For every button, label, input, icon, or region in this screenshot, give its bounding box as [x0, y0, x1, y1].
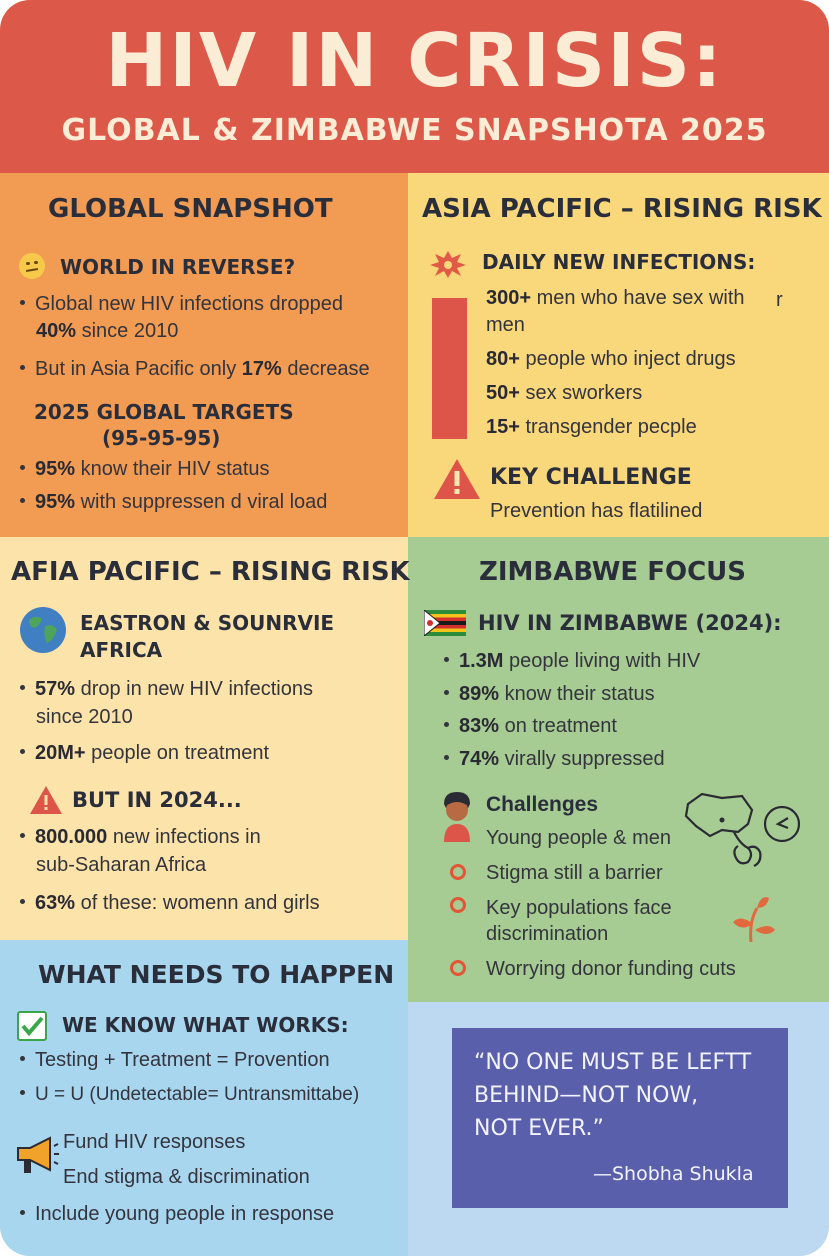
- africa-bullet-1-cont: since 2010: [36, 706, 133, 728]
- challenge-3-line1: Key populations face: [486, 897, 672, 919]
- checkmark-icon: [17, 1011, 47, 1041]
- confused-face-icon: [19, 253, 45, 279]
- zim-stat-4-number: 74%: [459, 748, 500, 770]
- quote-line-2: BEHIND—NOT NOW,: [474, 1083, 699, 1108]
- africa-bullet-2: [20, 742, 269, 765]
- quote-line-3: NOT EVER.”: [474, 1116, 604, 1141]
- zim-stat-3: [444, 715, 617, 738]
- global-snapshot-panel: [0, 173, 408, 537]
- africa-bullet-4-text: of these: womenn and girls: [80, 892, 320, 914]
- zim-stat-1-text: people living with HIV: [509, 650, 701, 672]
- africa-bullet-3: [20, 826, 261, 849]
- africa-subheading-line2: AFRICA: [80, 638, 163, 662]
- global-bullet-2-text: But in Asia Pacific only: [35, 358, 237, 380]
- needs-bullet-3-text: Include young people in response: [35, 1203, 335, 1225]
- africa-bullet-3-cont: sub-Saharan Africa: [36, 854, 207, 876]
- global-target-1: [20, 458, 270, 481]
- global-target-1-text: know their HIV status: [80, 458, 270, 480]
- asia-item-2-number: 80+: [486, 348, 520, 370]
- challenge-3-line2: discrimination: [486, 923, 609, 945]
- needs-bullet-2-text: U = U (Undetectable= Untransmittabe): [35, 1084, 360, 1105]
- person-icon: [436, 790, 478, 842]
- global-target-2: [20, 491, 327, 514]
- needs-bullet-2: [20, 1084, 359, 1106]
- key-challenge-heading: KEY CHALLENGE: [490, 465, 692, 490]
- global-bullet-2-number: 17%: [241, 358, 282, 380]
- global-target-1-number: 95%: [35, 458, 76, 480]
- global-bullet-1: [20, 293, 343, 316]
- needs-bullet-1-text: Testing + Treatment = Provention: [35, 1049, 330, 1071]
- clock-icon: [762, 804, 802, 844]
- asia-item-3: [486, 382, 642, 405]
- quote-author: —Shobha Shukla: [593, 1163, 754, 1185]
- world-in-reverse-heading: WORLD IN REVERSE?: [60, 255, 296, 279]
- asia-item-1-mark: r: [776, 289, 783, 311]
- asia-heading: ASIA PACIFIC – RISING RISK: [422, 194, 822, 224]
- quote-text: [474, 1046, 751, 1145]
- zimbabwe-heading: ZIMBABWE FOCUS: [479, 557, 747, 587]
- but-in-2024-heading: BUT IN 2024...: [72, 788, 242, 812]
- warning-icon: [29, 785, 63, 815]
- africa-panel: [0, 537, 408, 940]
- global-bullet-1-number: 40%: [36, 320, 77, 342]
- global-target-2-text: with suppressen d viral load: [80, 491, 328, 513]
- global-target-2-number: 95%: [35, 491, 76, 513]
- page-subtitle: GLOBAL & ZIMBABWE SNAPSHOTA 2025: [61, 113, 768, 148]
- africa-bullet-4: [20, 892, 320, 915]
- action-2: End stigma & discrimination: [63, 1166, 310, 1188]
- zim-stat-2-number: 89%: [459, 683, 500, 705]
- zim-stat-3-text: on treatment: [504, 715, 617, 737]
- header-banner: [0, 0, 829, 173]
- global-bullet-1-text: Global new HIV infections dropped: [35, 293, 343, 315]
- global-bullet-1-rest: since 2010: [81, 320, 179, 342]
- circle-bullet-icon: [450, 960, 466, 976]
- africa-heading: AFIA PACIFIC – RISING RISK: [11, 557, 410, 587]
- africa-bullet-1-text: drop in new HIV infections: [80, 678, 313, 700]
- daily-infections-heading: DAILY NEW INFECTIONS:: [482, 250, 756, 274]
- global-targets-heading: 2025 GLOBAL TARGETS: [34, 400, 294, 424]
- asia-item-4: [486, 416, 697, 439]
- africa-bullet-4-number: 63%: [35, 892, 76, 914]
- virus-splat-icon: [428, 248, 468, 280]
- warning-icon: [432, 457, 482, 501]
- zim-stat-2: [444, 683, 655, 706]
- asia-item-1-text: men who have sex with: [536, 287, 745, 309]
- leaf-icon: [729, 892, 779, 944]
- africa-bullet-2-number: 20M+: [35, 742, 86, 764]
- africa-bullet-3-number: 800.000: [35, 826, 108, 848]
- challenge-4: Worrying donor funding cuts: [486, 958, 736, 980]
- action-1: Fund HIV responses: [63, 1131, 246, 1153]
- africa-bullet-1: [20, 678, 313, 701]
- hiv-in-zimbabwe-heading: HIV IN ZIMBABWE (2024):: [478, 611, 782, 635]
- needs-bullet-1: [20, 1049, 330, 1072]
- africa-bullet-1-number: 57%: [35, 678, 76, 700]
- asia-item-1-number: 300+: [486, 287, 532, 309]
- asia-item-1-cont: men: [486, 314, 525, 336]
- we-know-what-works-heading: WE KNOW WHAT WORKS:: [62, 1013, 349, 1037]
- zim-stat-1: [444, 650, 700, 673]
- needs-bullet-3: [20, 1203, 334, 1226]
- asia-item-3-text: sex sworkers: [525, 382, 643, 404]
- infections-bar: [432, 298, 467, 439]
- africa-bullet-2-text: people on treatment: [91, 742, 270, 764]
- africa-bullet-3-text: new infections in: [112, 826, 261, 848]
- zimbabwe-flag-icon: [424, 610, 466, 636]
- needs-heading: WHAT NEEDS TO HAPPEN: [38, 960, 395, 989]
- challenge-2: Stigma still a barrier: [486, 862, 663, 884]
- megaphone-icon: [14, 1134, 60, 1178]
- zim-stat-2-text: know their status: [504, 683, 655, 705]
- global-bullet-1-cont: [36, 320, 178, 343]
- zim-stat-3-number: 83%: [459, 715, 500, 737]
- global-bullet-2: [20, 358, 370, 381]
- asia-item-4-number: 15+: [486, 416, 520, 438]
- key-challenge-text: Prevention has flatilined: [490, 500, 703, 522]
- zimbabwe-map-icon: [682, 790, 766, 870]
- circle-bullet-icon: [450, 864, 466, 880]
- circle-bullet-icon: [450, 897, 466, 913]
- asia-item-3-number: 50+: [486, 382, 520, 404]
- global-targets-subheading: (95-95-95): [102, 426, 221, 450]
- global-heading: GLOBAL SNAPSHOT: [48, 194, 333, 224]
- quote-line-1: “NO ONE MUST BE LEFTT: [474, 1050, 752, 1075]
- page-title: HIV IN CRISIS:: [105, 18, 724, 104]
- asia-item-1: [486, 287, 745, 310]
- challenge-1: Young people & men: [486, 827, 671, 849]
- globe-icon: [19, 606, 67, 654]
- global-bullet-2-rest: decrease: [287, 358, 370, 380]
- zim-stat-4-text: virally suppressed: [504, 748, 665, 770]
- zim-stat-4: [444, 748, 665, 771]
- africa-subheading-line1: EASTRON & SOUNRVIE: [80, 611, 335, 635]
- challenges-heading: Challenges: [486, 793, 599, 816]
- asia-item-2-text: people who inject drugs: [525, 348, 736, 370]
- asia-item-4-text: transgender pecple: [525, 416, 697, 438]
- asia-item-2: [486, 348, 736, 371]
- zim-stat-1-number: 1.3M: [459, 650, 504, 672]
